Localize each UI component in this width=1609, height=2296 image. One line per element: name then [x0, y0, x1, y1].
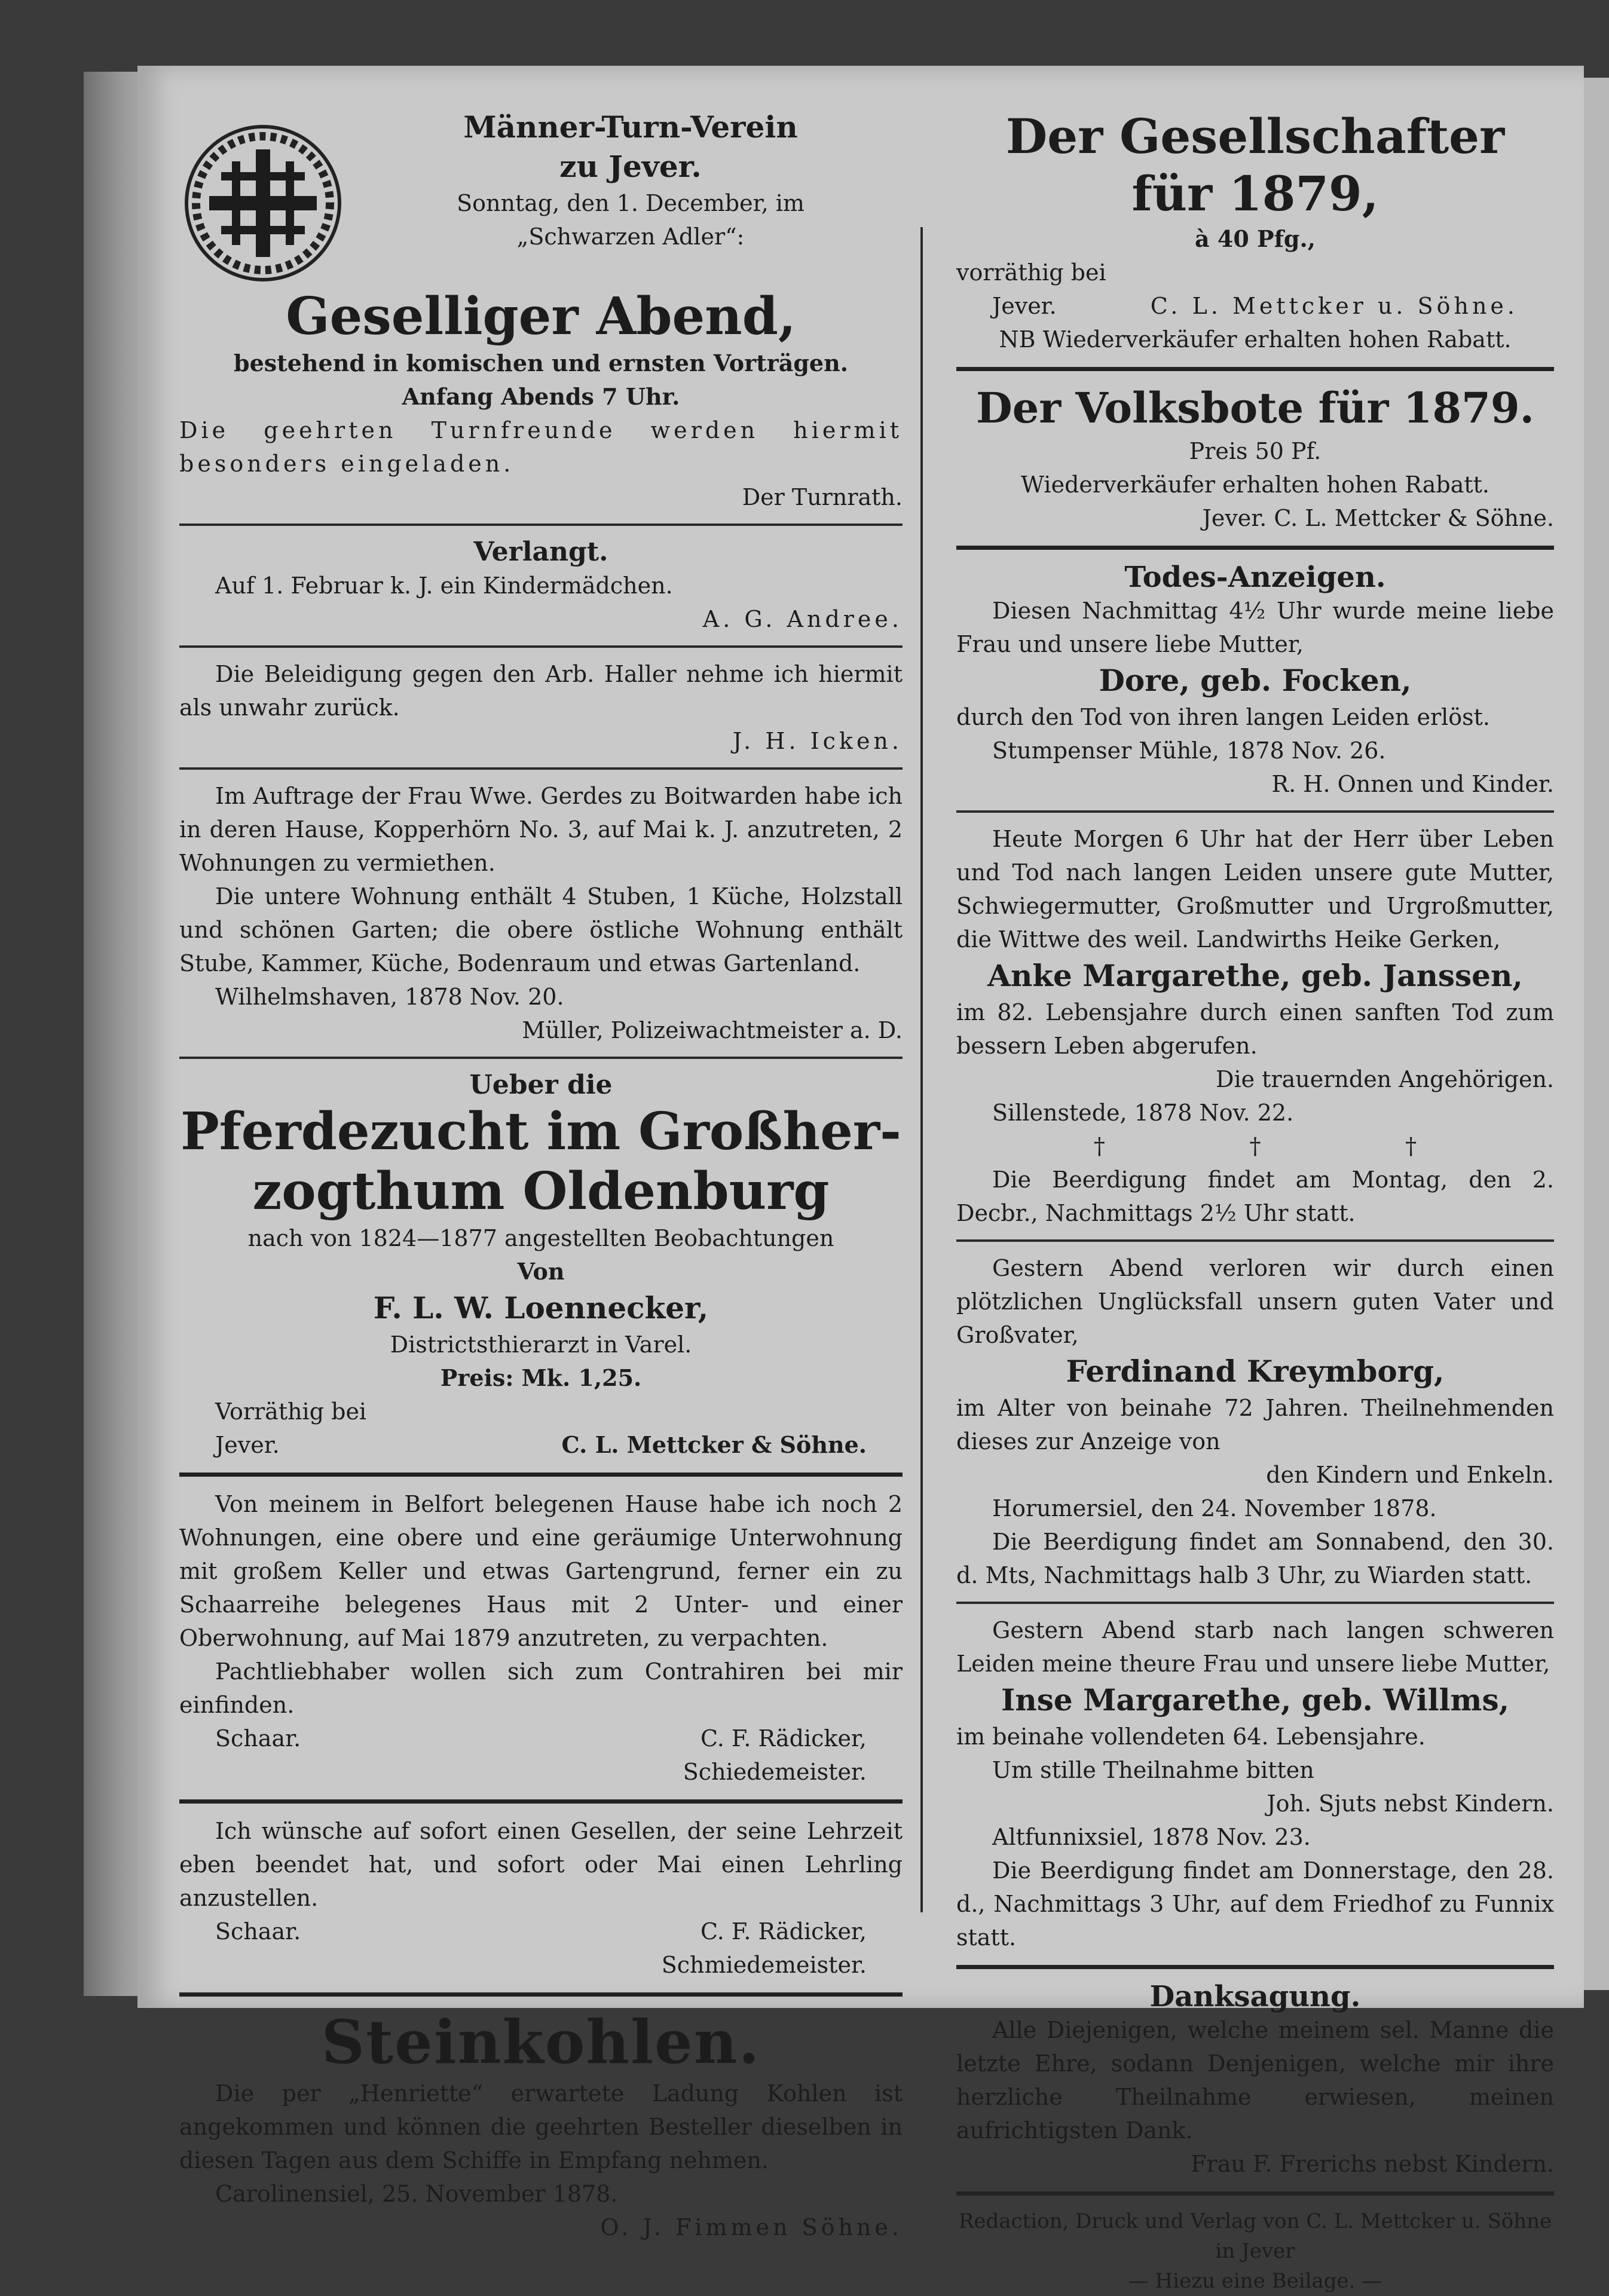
todes-a4-request: Um stille Theilnahme bitten: [992, 1757, 1314, 1783]
todes-a2-text: im 82. Lebensjahre durch einen sanften Tod zum bessern Leben abgerufen.: [956, 999, 1554, 1059]
todes-a4-name: Inse Margarethe, geb. Willms,: [1001, 1682, 1510, 1718]
separator: [179, 1057, 903, 1059]
separator: [956, 367, 1554, 371]
belfort-sig2: Schiedemeister.: [683, 1759, 867, 1785]
belfort-ad: [179, 1487, 903, 1789]
danksagung-signature: Frau F. Frerichs nebst Kindern.: [1191, 2151, 1554, 2177]
gesellschafter-place: Jever.: [992, 293, 1057, 319]
separator: [179, 645, 903, 648]
todes-a4-place: Altfunnixsiel, 1878 Nov. 23.: [992, 1824, 1311, 1850]
todes-a3-name: Ferdinand Kreymborg,: [1066, 1354, 1445, 1389]
separator: [956, 810, 1554, 813]
volksbote-title: Der Volksbote für 1879.: [976, 383, 1534, 433]
steinkohlen-signature: O. J. Fimmen Söhne.: [600, 2214, 903, 2240]
separator: [179, 1472, 903, 1477]
todes-a3-intro: Gestern Abend verloren wir durch einen plötzlichen Unglücksfall unsern guten Vater und Großvater,: [956, 1255, 1554, 1348]
gesellschafter-title1: Der Gesellschafter: [1005, 108, 1505, 164]
steinkohlen-place-date: Carolinensiel, 25. November 1878.: [215, 2181, 618, 2207]
steinkohlen-title: Steinkohlen.: [321, 2007, 761, 2077]
pferdezucht-place: Jever.: [215, 1432, 280, 1458]
belfort-text: Von meinem in Belfort belegenen Hause habe ich noch 2 Wohnungen, eine obere und eine geräumige Unterwohnung mit großem Keller und etwas Gartengrund, ferner ein zu Schaarreihe belegenes Haus mit 2 Unter- und einer Oberwohnung, auf Mai 1879 anzutreten, zu verpachten.: [179, 1491, 903, 1651]
todes-a4-sig: Joh. Sjuts nebst Kindern.: [1267, 1790, 1554, 1817]
todes-a4-intro: Gestern Abend starb nach langen schweren Leiden meine theure Frau und unsere liebe Mutter,: [956, 1617, 1554, 1677]
turnverein-invite: Die geehrten Turnfreunde werden hiermit besonders eingeladen.: [179, 417, 903, 477]
wohnungen-signature: Müller, Polizeiwachtmeister a. D.: [522, 1017, 903, 1043]
todes-a2-place: Sillenstede, 1878 Nov. 22.: [992, 1100, 1294, 1126]
geselle-ad: [179, 1814, 903, 1982]
todes-a3-funeral: Die Beerdigung findet am Sonnabend, den 30. d. Mts, Nachmittags halb 3 Uhr, zu Wiarden statt.: [956, 1529, 1554, 1588]
turnverein-place: zu Jever.: [559, 149, 702, 184]
pferdezucht-author: F. L. W. Loennecker,: [373, 1290, 709, 1325]
geselle-place: Schaar.: [215, 1918, 301, 1945]
gesellschafter-title2: für 1879,: [1131, 166, 1379, 222]
beleidigung-text: Die Beleidigung gegen den Arb. Haller nehme ich hiermit als unwahr zurück.: [179, 661, 903, 721]
wohnungen-p1: Im Auftrage der Frau Wwe. Gerdes zu Boitwarden habe ich in deren Hause, Kopperhörn No. 3, auf Mai k. J. anzutreten, 2 Wohnungen zu vermiethen.: [179, 783, 903, 876]
separator: [179, 767, 903, 770]
gesellschafter-avail: vorräthig bei: [956, 259, 1106, 286]
todes-crosses: † † †: [1093, 1133, 1417, 1159]
belfort-sig1: C. F. Rädicker,: [701, 1725, 867, 1752]
next-page-edge: [1584, 78, 1609, 1990]
geselle-sig2: Schmiedemeister.: [661, 1952, 867, 1978]
turnverein-ad: [179, 108, 903, 514]
belfort-p2: Pachtliebhaber wollen sich zum Contrahiren bei mir einfinden.: [179, 1658, 903, 1718]
geselle-sig1: C. F. Rädicker,: [701, 1918, 867, 1945]
separator: [179, 1799, 903, 1804]
verlangt-ad: [179, 535, 903, 636]
right-column: [956, 108, 1554, 2296]
wohnungen-p2: Die untere Wohnung enthält 4 Stuben, 1 Küche, Holzstall und schönen Garten; die obere östliche Wohnung enthält Stube, Kammer, Küche, Bodenraum und etwas Gartenland.: [179, 883, 903, 976]
todes-a3-place: Horumersiel, den 24. November 1878.: [992, 1495, 1437, 1522]
separator: [956, 1602, 1554, 1604]
imprint-line: Redaction, Druck und Verlag von C. L. Mettcker u. Söhne in Jever: [958, 2209, 1552, 2263]
gesellschafter-note: NB Wiederverkäufer erhalten hohen Rabatt.: [999, 326, 1512, 353]
todes-a1-place: Stumpenser Mühle, 1878 Nov. 26.: [992, 737, 1386, 764]
steinkohlen-text: Die per „Henriette“ erwartete Ladung Kohlen ist angekommen und können die geehrten Besteller dieselben in diesen Tagen aus dem Schiffe in Empfang nehmen.: [179, 2080, 903, 2173]
pferdezucht-title2: zogthum Oldenburg: [252, 1161, 830, 1222]
pferdezucht-pre: Ueber die: [469, 1070, 613, 1100]
todes-a4-funeral: Die Beerdigung findet am Donnerstage, den 28. d., Nachmittags 3 Uhr, auf dem Friedhof zu Funnix statt.: [956, 1857, 1554, 1951]
beleidigung-signature: J. H. Icken.: [732, 728, 903, 754]
wohnungen-place-date: Wilhelmshaven, 1878 Nov. 20.: [215, 984, 564, 1010]
volksbote-ad: [956, 382, 1554, 535]
volksbote-seller: Jever. C. L. Mettcker & Söhne.: [1202, 505, 1554, 531]
todes-a1-intro: Diesen Nachmittag 4½ Uhr wurde meine liebe Frau und unsere liebe Mutter,: [956, 598, 1554, 657]
column-divider: [920, 227, 923, 1912]
todes-a1-sig: R. H. Onnen und Kinder.: [1271, 771, 1554, 797]
danksagung-text: Alle Diejenigen, welche meinem sel. Manne die letzte Ehre, sodann Denjenigen, welche mir ihre herzliche Theilnahme erwiesen, meinen aufrichtigsten Dank.: [956, 2017, 1554, 2144]
todes-a1-name: Dore, geb. Focken,: [1099, 663, 1412, 698]
turnverein-event: Geselliger Abend,: [286, 286, 796, 347]
turnverein-desc: bestehend in komischen und ernsten Vorträgen.: [234, 350, 848, 376]
separator: [179, 1992, 903, 1997]
turnverein-date: Sonntag, den 1. December, im: [457, 190, 804, 216]
danksagung-ad: [956, 1980, 1554, 2181]
turnverein-start: Anfang Abends 7 Uhr.: [402, 383, 680, 410]
turnverein-title: Männer-Turn-Verein: [463, 109, 798, 145]
belfort-place: Schaar.: [215, 1725, 301, 1752]
pferdezucht-sub: nach von 1824—1877 angestellten Beobachtungen: [247, 1225, 834, 1251]
verlangt-text: Auf 1. Februar k. J. ein Kindermädchen.: [215, 573, 673, 599]
todes-a3-text: im Alter von beinahe 72 Jahren. Theilnehmenden dieses zur Anzeige von: [956, 1395, 1554, 1455]
todes-a2-sig: Die trauernden Angehörigen.: [1215, 1066, 1554, 1092]
beleidigung-ad: [179, 657, 903, 758]
todes-a2-intro: Heute Morgen 6 Uhr hat der Herr über Leben und Tod nach langen Leiden unsere gute Mutter, Schwiegermutter, Großmutter und Urgroßmutter, die Wittwe des weil. Landwirths Heike Gerken,: [956, 826, 1554, 953]
pferdezucht-role: Districtsthierarzt in Varel.: [390, 1331, 692, 1358]
danksagung-heading: Danksagung.: [1149, 1980, 1361, 2013]
pferdezucht-von: Von: [517, 1258, 565, 1285]
pferdezucht-ad: [179, 1069, 903, 1462]
pferdezucht-seller: C. L. Mettcker & Söhne.: [561, 1431, 867, 1458]
pferdezucht-title1: Pferdezucht im Großher-: [181, 1101, 901, 1162]
todes-a1-text: durch den Tod von ihren langen Leiden erlöst.: [956, 704, 1490, 730]
geselle-text: Ich wünsche auf sofort einen Gesellen, der seine Lehrzeit eben beendet hat, und sofort oder Mai einen Lehrling anzustellen.: [179, 1818, 903, 1911]
pferdezucht-avail: Vorräthig bei: [215, 1398, 367, 1425]
separator: [956, 2191, 1554, 2196]
turner-cross-emblem-icon: [179, 120, 347, 287]
turnverein-signature: Der Turnrath.: [742, 484, 903, 510]
todes-a4-text: im beinahe vollendeten 64. Lebensjahre.: [956, 1723, 1426, 1750]
separator: [179, 524, 903, 526]
todes-a2-name: Anke Margarethe, geb. Janssen,: [987, 958, 1523, 993]
gesellschafter-ad: [956, 108, 1554, 356]
pferdezucht-price: Preis: Mk. 1,25.: [440, 1364, 642, 1391]
separator: [956, 546, 1554, 550]
separator: [956, 1239, 1554, 1242]
volksbote-note: Wiederverkäufer erhalten hohen Rabatt.: [1021, 472, 1489, 498]
separator: [956, 1965, 1554, 1969]
todes-anzeigen: [956, 561, 1554, 1954]
steinkohlen-ad: [179, 2007, 903, 2244]
todes-a3-sig: den Kindern und Enkeln.: [1266, 1462, 1554, 1488]
gesellschafter-price: à 40 Pfg.,: [1195, 225, 1316, 252]
gesellschafter-seller: C. L. Mettcker u. Söhne.: [1150, 293, 1518, 319]
left-column: [179, 108, 903, 2244]
turnverein-venue: „Schwarzen Adler“:: [516, 224, 745, 250]
volksbote-price: Preis 50 Pf.: [1189, 438, 1322, 464]
todes-a2-funeral: Die Beerdigung findet am Montag, den 2. Decbr., Nachmittags 2½ Uhr statt.: [956, 1167, 1554, 1226]
todes-heading: Todes-Anzeigen.: [1124, 561, 1386, 594]
supplement-note: — Hiezu eine Beilage. —: [1128, 2269, 1382, 2293]
wohnungen-ad: [179, 779, 903, 1047]
verlangt-heading: Verlangt.: [473, 537, 608, 567]
verlangt-signature: A. G. Andree.: [702, 606, 903, 632]
